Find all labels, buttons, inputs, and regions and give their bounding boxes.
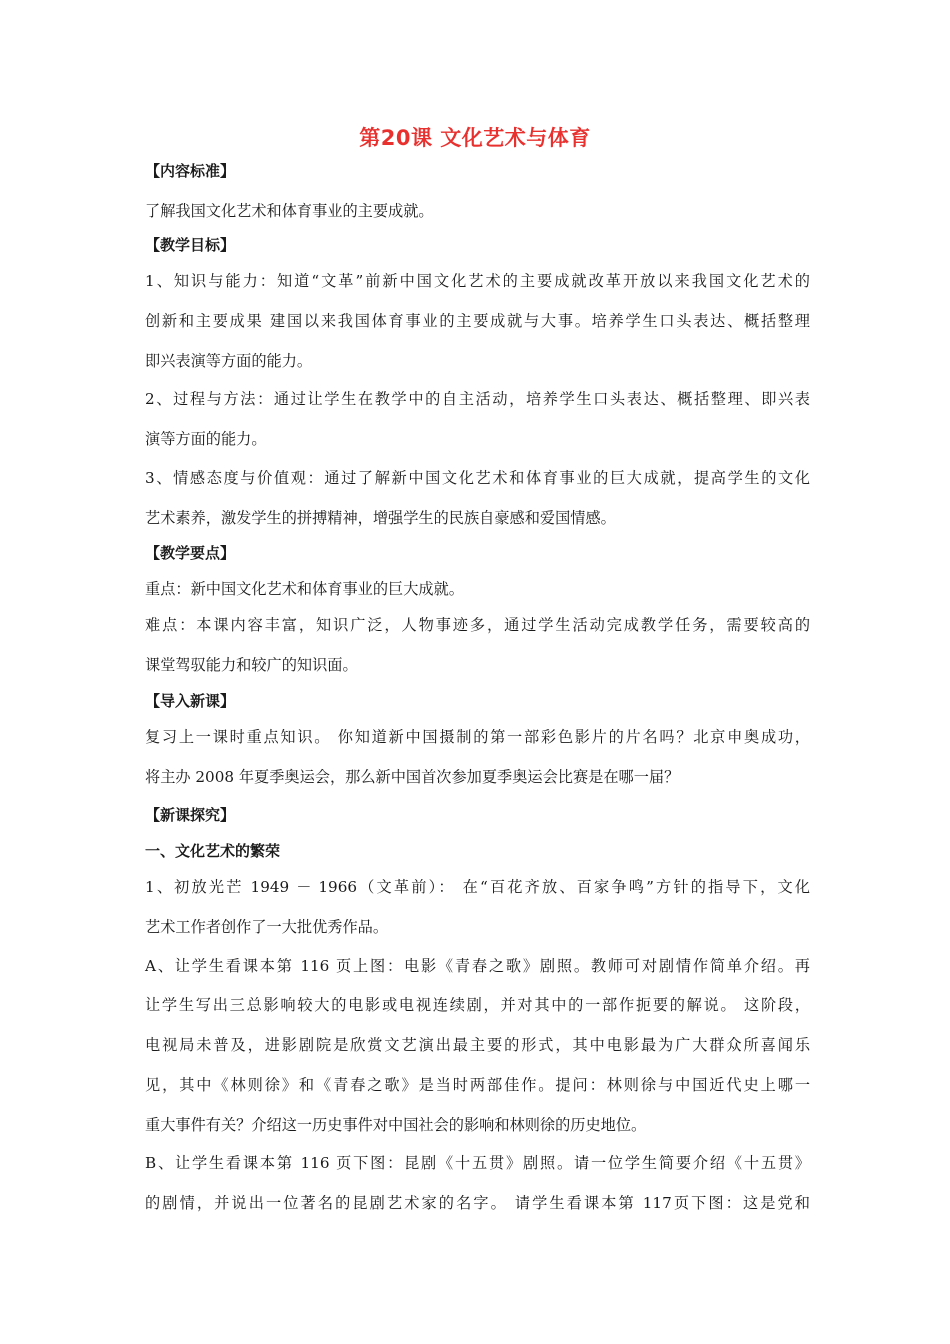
subsection-heading: 一、文化艺术的繁荣 (145, 842, 281, 860)
paragraph-line: 即兴表演等方面的能力。 (145, 352, 313, 370)
lesson-title: 第20课 文化艺术与体育 (359, 126, 591, 150)
paragraph-line: B、让学生看课本第 116 页下图：昆剧《十五贯》剧照。请一位学生简要介绍《十五贯》 (145, 1154, 810, 1172)
paragraph-line: 2、过程与方法：通过让学生在教学中的自主活动，培养学生口头表达、概括整理、即兴表 (145, 390, 810, 408)
paragraph-line: 将主办 2008 年夏季奥运会，那么新中国首次参加夏季奥运会比赛是在哪一届？ (145, 768, 680, 786)
paragraph-line: 了解我国文化艺术和体育事业的主要成就。 (145, 202, 434, 220)
paragraph-line: 难点：本课内容丰富，知识广泛，人物事迹多，通过学生活动完成教学任务，需要较高的 (145, 616, 810, 634)
paragraph-line: 课堂驾驭能力和较广的知识面。 (145, 656, 358, 674)
paragraph-line: 重点：新中国文化艺术和体育事业的巨大成就。 (145, 580, 464, 598)
section-heading-teaching-goals: 【教学目标】 (145, 236, 236, 254)
paragraph-line: 艺术素养，激发学生的拼搏精神，增强学生的民族自豪感和爱国情感。 (145, 509, 616, 527)
paragraph-line: 让学生写出三总影响较大的电影或电视连续剧，并对其中的一部作扼要的解说。 这阶段， (145, 996, 810, 1014)
paragraph-line: 1、知识与能力：知道“文革”前新中国文化艺术的主要成就改革开放以来我国文化艺术的 (145, 272, 810, 290)
section-heading-introduction: 【导入新课】 (145, 692, 236, 710)
section-heading-content-standard: 【内容标准】 (145, 162, 236, 180)
paragraph-line: 3、情感态度与价值观：通过了解新中国文化艺术和体育事业的巨大成就，提高学生的文化 (145, 469, 810, 487)
paragraph-line: 见，其中《林则徐》和《青春之歌》是当时两部佳作。提问：林则徐与中国近代史上哪一 (145, 1076, 810, 1094)
paragraph-line: 的剧情，并说出一位著名的昆剧艺术家的名字。 请学生看课本第 117页下图：这是党和 (145, 1194, 810, 1212)
paragraph-line: 电视局未普及，进影剧院是欣赏文艺演出最主要的形式，其中电影最为广大群众所喜闻乐 (145, 1036, 810, 1054)
section-heading-new-lesson: 【新课探究】 (145, 806, 236, 824)
paragraph-line: 1、初放光芒 1949 － 1966（文革前）： 在“百花齐放、百家争鸣”方针的指导下，文化 (145, 878, 810, 896)
section-heading-teaching-points: 【教学要点】 (145, 544, 236, 562)
paragraph-line: 重大事件有关？介绍这一历史事件对中国社会的影响和林则徐的历史地位。 (145, 1116, 647, 1134)
paragraph-line: A、让学生看课本第 116 页上图：电影《青春之歌》剧照。教师可对剧情作简单介绍。再 (145, 957, 810, 975)
paragraph-line: 艺术工作者创作了一大批优秀作品。 (145, 918, 388, 936)
paragraph-line: 演等方面的能力。 (145, 430, 267, 448)
paragraph-line: 复习上一课时重点知识。 你知道新中国摄制的第一部彩色影片的片名吗？北京申奥成功， (145, 728, 810, 746)
paragraph-line: 创新和主要成果 建国以来我国体育事业的主要成就与大事。培养学生口头表达、概括整理 (145, 312, 810, 330)
